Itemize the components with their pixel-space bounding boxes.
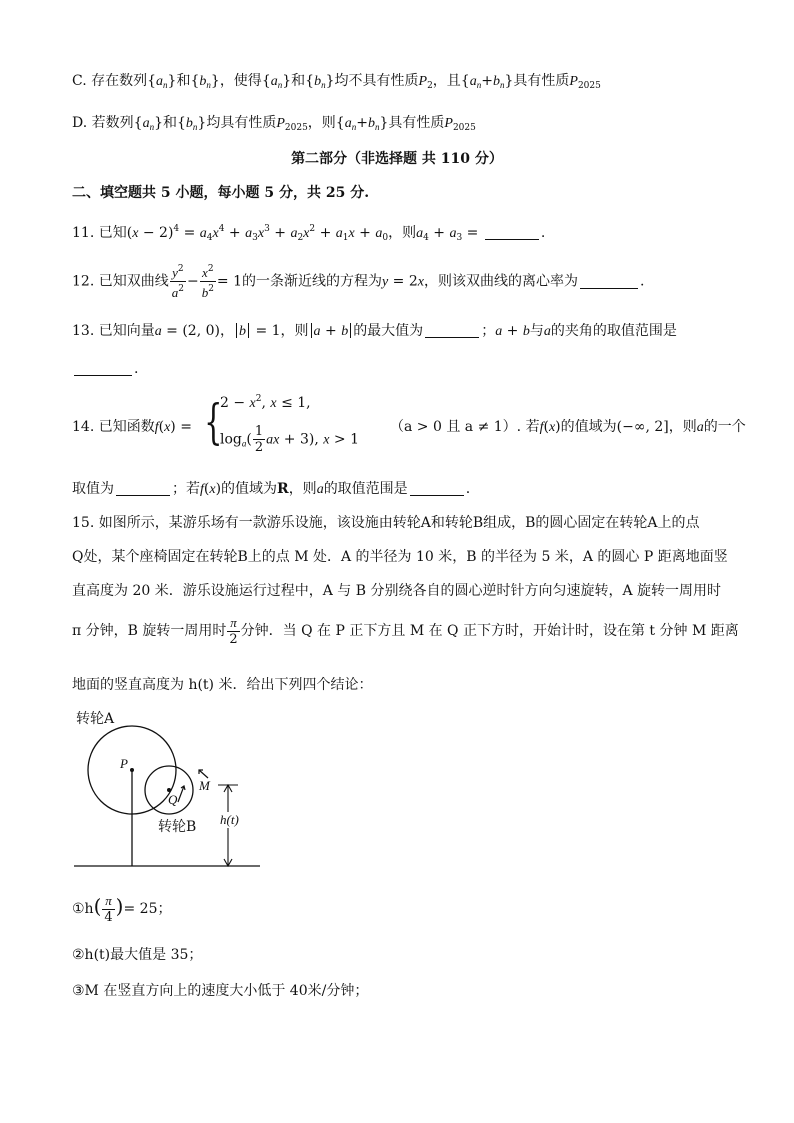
question-15-line4: π 分钟，B 旋转一周用时 $\frac{\pi}{2}$ 分钟．当 Q 在 P 正下方且 M 在 Q 正下方时，开始计时，设在第 t 分钟 M 距离	[72, 615, 739, 647]
question-11: 11. 已知$(x - 2)^4 = a_4x^4 + a_3x^3 + a_2x^2 + a_1x + a_0$，则$a_4 + a_3$ = .	[72, 224, 546, 243]
question-13: 13. 已知向量a = (2, 0)， b = 1，则 a + b 的最大值为 ；a + b与a的夹角的取值范围是	[72, 323, 677, 339]
question-15-line2: Q处，某个座椅固定在转轮B上的点 M 处．A 的半径为 10 米，B 的半径为 5 米，A 的圆心 P 距离地面竖	[72, 549, 728, 565]
pointer-m	[199, 770, 208, 778]
question-15-line5: 地面的竖直高度为 h(t) 米．给出下列四个结论：	[72, 677, 373, 693]
answer-blank[interactable]	[410, 481, 464, 496]
option-d: D. 若数列$\{a_n\}$和$\{b_n\}$均具有性质$P_{2025}$，则$\{a_n+b_n\}$具有性质$P_{2025}$	[72, 115, 476, 133]
answer-blank[interactable]	[485, 225, 539, 240]
section2-header: 二、填空题共 5 小题，每小题 5 分，共 25 分.	[72, 185, 370, 201]
conclusion-3: ③M 在竖直方向上的速度大小低于 40米/分钟；	[72, 983, 369, 999]
question-15-line1: 15. 如图所示，某游乐场有一款游乐设施，该设施由转轮A和转轮B组成，B的圆心固定在转轮A上的点	[72, 515, 700, 531]
conclusion-2: ②h(t)最大值是 35；	[72, 947, 203, 963]
question-14: 14. 已知函数f(x) = { $2 - x^2$, x ≤ 1, $\log_a$( $\frac{1}{2}$ ax + 3), x > 1 （a > 0 且 a ≠ 1）. 若f(x)的值域为(−∞, 2]，则a的一个	[72, 394, 746, 455]
question-14-cont: 取值为 ；若f(x)的值域为R，则a的取值范围是 .	[72, 481, 471, 497]
answer-blank[interactable]	[74, 361, 132, 376]
label-m: M	[199, 778, 210, 793]
label-wheel-b: 转轮B	[158, 819, 197, 835]
answer-blank[interactable]	[425, 323, 479, 338]
rotation-arrow-b	[178, 786, 184, 802]
figure-svg	[72, 706, 272, 872]
label-q: Q	[168, 792, 178, 807]
label-p: P	[120, 756, 128, 771]
label-wheel-a: 转轮A	[76, 711, 115, 727]
ferris-figure	[72, 706, 272, 872]
question-13-cont: .	[72, 358, 714, 380]
label-h: h(t)	[220, 812, 239, 827]
answer-blank[interactable]	[116, 481, 170, 496]
center-p-dot	[130, 768, 134, 772]
option-c: C. 存在数列$\{a_n\}$和$\{b_n\}$，使得$\{a_n\}$和$\{b_n\}$均不具有性质$P_2$，且$\{a_n+b_n\}$具有性质$P_{2025}$	[72, 73, 601, 91]
question-15-line3: 直高度为 20 米．游乐设施运行过程中，A 与 B 分别绕各自的圆心逆时针方向匀速旋转，A 旋转一周用时	[72, 583, 722, 599]
question-12: 12. 已知双曲线 $\frac{y^2}{a^2}$ − $\frac{x^2}{b^2}$ = 1的一条渐近线的方程为y = 2x，则该双曲线的离心率为 .	[72, 264, 645, 300]
answer-blank[interactable]	[580, 274, 638, 289]
conclusion-1: ①h( $\frac{\pi}{4}$ )= 25；	[72, 893, 172, 925]
part2-title: 第二部分（非选择题 共 110 分）	[291, 151, 503, 167]
